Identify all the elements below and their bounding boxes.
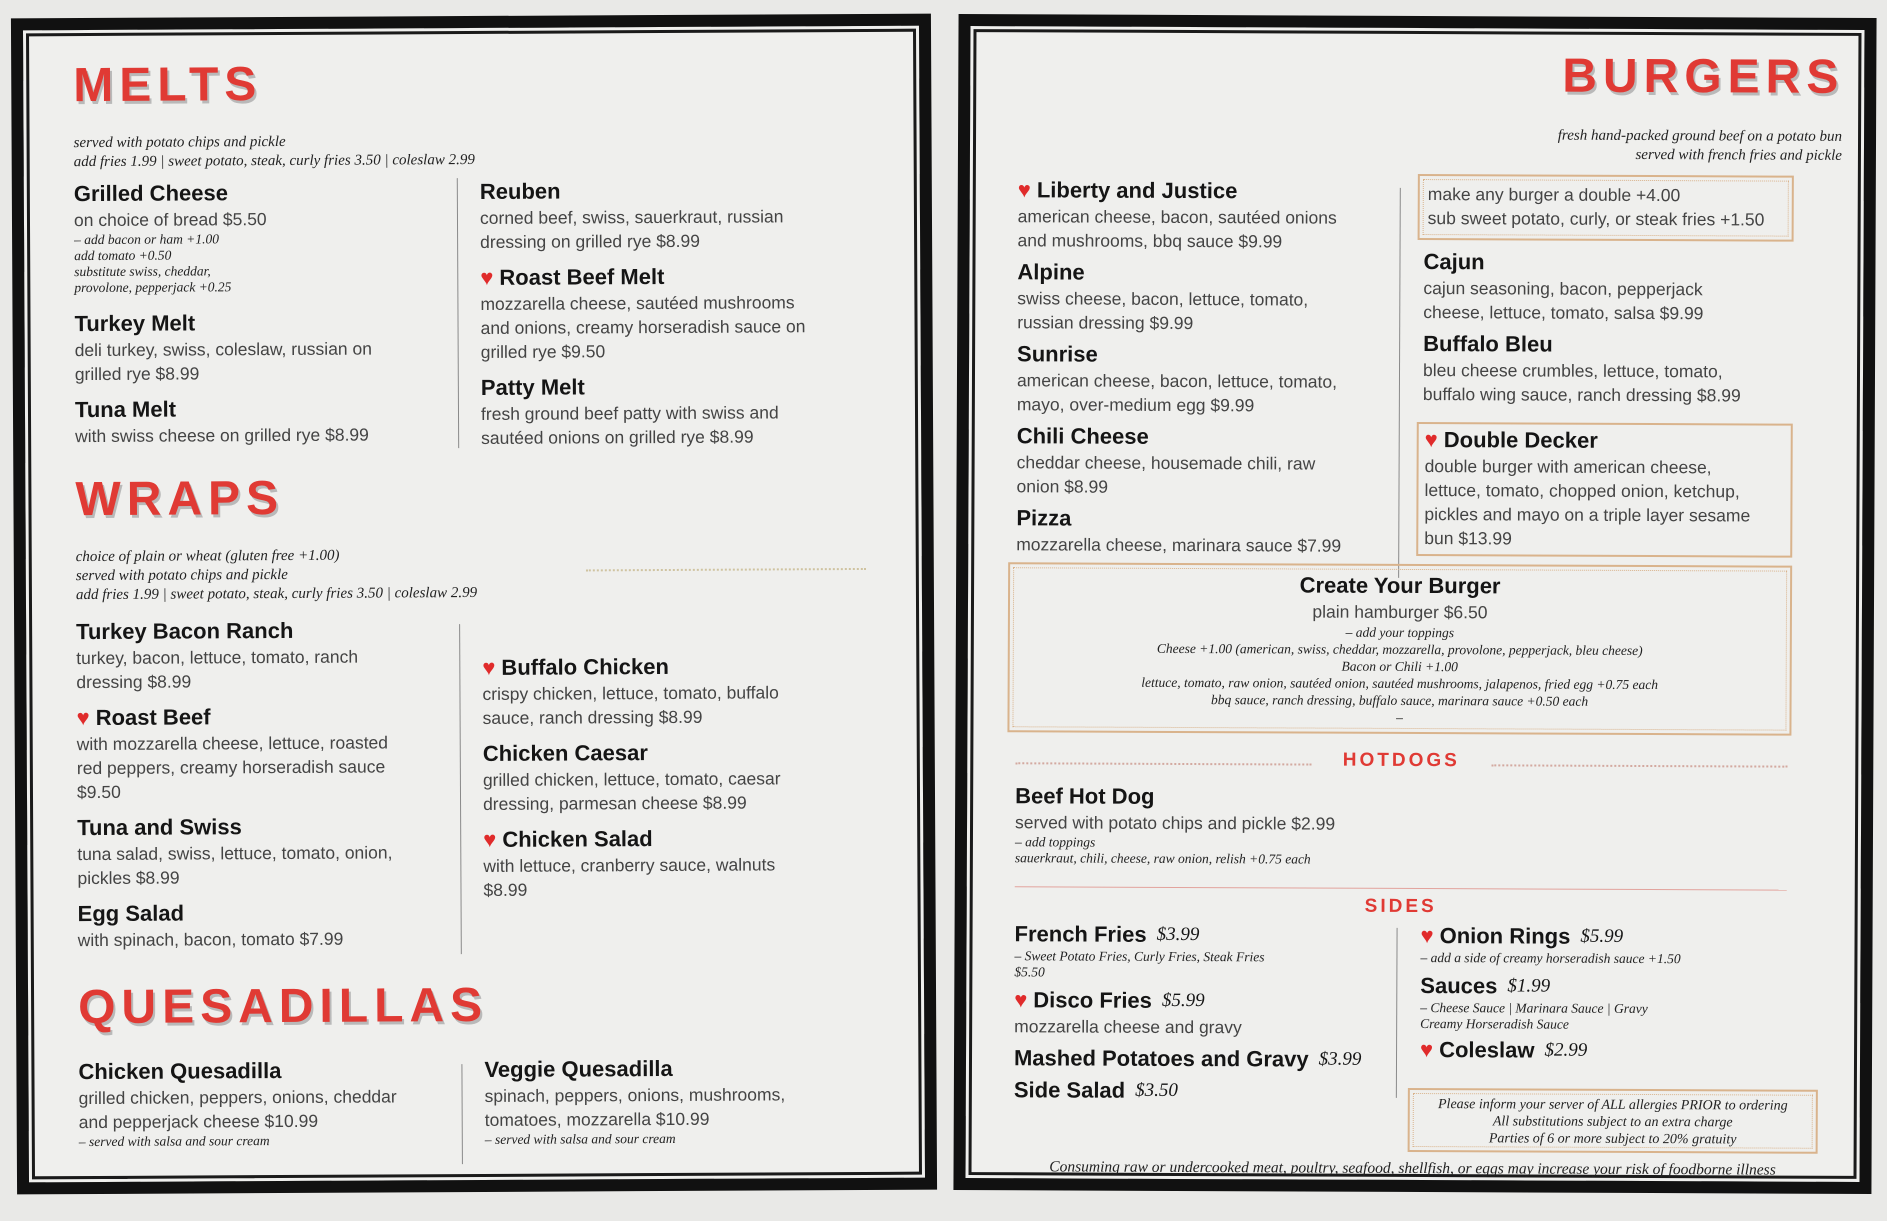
menu-item-buffalo-chicken: ♥ Buffalo Chicken crispy chicken, lettuce, tomato, buffalo sauce, ranch dressing $8.99: [482, 653, 779, 728]
wraps-heading: WRAPS: [75, 471, 285, 527]
topping-line: Bacon or Chili +1.00: [1341, 658, 1458, 675]
menu-item-patty-melt: Patty Melt fresh ground beef patty with swiss and sautéed onions on grilled rye $8.99: [480, 374, 779, 448]
menu-item-sauces: Sauces $1.99 – Cheese Sauce | Marinara Sauce | Gravy Creamy Horseradish Sauce: [1420, 973, 1648, 1032]
column-divider: [459, 624, 462, 954]
menu-item-chicken-quesadilla: Chicken Quesadilla grilled chicken, peppers, onions, cheddar and pepperjack cheese $10.99 – served with salsa and sour cream: [78, 1058, 397, 1150]
topping-line: – add your toppings: [1345, 624, 1455, 641]
topping-line: Cheese +1.00 (american, swiss, cheddar, mozzarella, provolone, pepperjack, bleu cheese): [1156, 640, 1643, 658]
heart-icon: ♥: [1420, 923, 1434, 949]
menu-item-tuna-and-swiss: Tuna and Swiss tuna salad, swiss, lettuce, tomato, onion, pickles $8.99: [77, 814, 393, 889]
menu-item-grilled-cheese: Grilled Cheese on choice of bread $5.50 – add bacon or ham +1.00 add tomato +0.50 substitute swiss, cheddar, provolone, pepperjack +0.25: [73, 180, 267, 296]
menu-item-french-fries: French Fries $3.99 – Sweet Potato Fries, Curly Fries, Steak Fries $5.50: [1014, 921, 1265, 980]
topping-line: –: [1396, 709, 1403, 725]
upgrade-double: make any burger a double +4.00: [1427, 184, 1681, 206]
menu-item-mashed-potatoes: Mashed Potatoes and Gravy $3.99: [1013, 1045, 1362, 1072]
heart-icon: ♥: [483, 826, 497, 852]
heart-icon: ♥: [480, 264, 494, 290]
menu-item-turkey-bacon-ranch: Turkey Bacon Ranch turkey, bacon, lettuce, tomato, ranch dressing $8.99: [76, 617, 359, 693]
menu-item-veggie-quesadilla: Veggie Quesadilla spinach, peppers, onions, mushrooms, tomatoes, mozzarella $10.99 – served with salsa and sour cream: [484, 1055, 786, 1147]
column-divider: [1396, 928, 1398, 1098]
heart-icon: ♥: [1424, 427, 1438, 453]
create-your-burger-title: Create Your Burger: [1299, 572, 1501, 599]
melts-note: served with potato chips and pickle add fries 1.99 | sweet potato, steak, curly fries 3.50 | coleslaw 2.99: [73, 133, 475, 171]
menu-page-right: [953, 14, 1876, 1194]
featured-double-decker-box: [1416, 422, 1793, 558]
column-divider: [457, 178, 459, 448]
sides-heading: SIDES: [1364, 895, 1437, 918]
burgers-note: fresh hand-packed ground beef on a potato bun served with french fries and pickle: [1557, 127, 1843, 164]
create-your-burger-base: plain hamburger $6.50: [1312, 601, 1488, 623]
melts-heading: MELTS: [73, 58, 263, 113]
dotted-divider: [586, 568, 866, 571]
menu-item-side-salad: Side Salad $3.50: [1013, 1077, 1178, 1103]
burger-upgrades-box: [1418, 174, 1794, 242]
menu-item-cajun: Cajun cajun seasoning, bacon, pepperjack cheese, lettuce, tomato, salsa $9.99: [1423, 249, 1704, 324]
menu-item-chicken-salad: ♥ Chicken Salad with lettuce, cranberry sauce, walnuts $8.99: [483, 826, 776, 900]
food-safety-warning: Consuming raw or undercooked meat, poultry, seafood, shellfish, or eggs may increase your risk of foodborne illness: [1049, 1158, 1776, 1179]
menu-item-coleslaw: ♥ Coleslaw $2.99: [1420, 1037, 1588, 1063]
menu-item-beef-hot-dog: Beef Hot Dog served with potato chips and pickle $2.99 – add toppings sauerkraut, chili, cheese, raw onion, relish +0.75 each: [1014, 783, 1336, 867]
topping-line: bbq sauce, ranch dressing, buffalo sauce, marinara sauce +0.50 each: [1210, 692, 1589, 709]
menu-item-egg-salad: Egg Salad with spinach, bacon, tomato $7.99: [77, 900, 344, 951]
menu-item-onion-rings: ♥ Onion Rings $5.99 – add a side of creamy horseradish sauce +1.50: [1420, 923, 1681, 967]
menu-item-alpine: Alpine swiss cheese, bacon, lettuce, tomato, russian dressing $9.99: [1017, 259, 1309, 334]
menu-item-chicken-caesar: Chicken Caesar grilled chicken, lettuce, tomato, caesar dressing, parmesan cheese $8.99: [482, 740, 781, 814]
menu-item-disco-fries: ♥ Disco Fries $5.99 mozzarella cheese and gravy: [1014, 987, 1242, 1038]
menu-item-sunrise: Sunrise american cheese, bacon, lettuce, tomato, mayo, over-medium egg $9.99: [1016, 341, 1338, 416]
menu-item-buffalo-bleu: Buffalo Bleu bleu cheese crumbles, lettuce, tomato, buffalo wing sauce, ranch dressing $8.99: [1422, 331, 1741, 406]
heart-icon: ♥: [1014, 987, 1028, 1013]
menu-item-reuben: Reuben corned beef, swiss, sauerkraut, russian dressing on grilled rye $8.99: [479, 178, 784, 252]
column-divider: [461, 1064, 463, 1164]
column-divider: [1398, 188, 1401, 578]
policy-substitutions: All substitutions subject to an extra charge: [1492, 1114, 1733, 1131]
hotdogs-heading: HOTDOGS: [1342, 749, 1460, 772]
sides-divider: [1015, 886, 1787, 890]
menu-page-left: [11, 14, 937, 1195]
heart-icon: ♥: [1420, 1037, 1434, 1063]
menu-item-roast-beef: ♥ Roast Beef with mozzarella cheese, lettuce, roasted red peppers, creamy horseradish sauce $9.50: [76, 704, 389, 803]
policy-box: [1408, 1088, 1818, 1154]
topping-line: lettuce, tomato, raw onion, sautéed onion, sautéed mushrooms, jalapenos, fried egg +0.75 each: [1141, 674, 1659, 693]
menu-item-pizza: Pizza mozzarella cheese, marinara sauce $7.99: [1016, 505, 1342, 556]
dotted-divider: [1491, 764, 1787, 767]
heart-icon: ♥: [1017, 177, 1031, 203]
menu-item-chili-cheese: Chili Cheese cheddar cheese, housemade chili, raw onion $8.99: [1016, 423, 1316, 497]
menu-item-liberty-and-justice: ♥ Liberty and Justice american cheese, bacon, sautéed onions and mushrooms, bbq sauce $9.99: [1017, 177, 1337, 252]
policy-allergies: Please inform your server of ALL allergies PRIOR to ordering: [1437, 1097, 1788, 1114]
burgers-heading: BURGERS: [1562, 49, 1845, 104]
heart-icon: ♥: [76, 705, 90, 731]
create-your-burger-box: [1007, 562, 1792, 735]
heart-icon: ♥: [482, 654, 496, 680]
menu-item-double-decker: ♥ Double Decker double burger with american cheese, lettuce, tomato, chopped onion, ketchup, pickles and mayo on a triple layer sesame bun $13.99: [1424, 427, 1751, 549]
dotted-divider: [1015, 762, 1311, 765]
policy-gratuity: Parties of 6 or more subject to 20% gratuity: [1488, 1131, 1737, 1148]
quesadillas-heading: QUESADILLAS: [77, 978, 489, 1035]
menu-item-roast-beef-melt: ♥ Roast Beef Melt mozzarella cheese, sautéed mushrooms and onions, creamy horseradish sauce on grilled rye $9.50: [480, 263, 806, 362]
wraps-note: choice of plain or wheat (gluten free +1.00) served with potato chips and pickle add fries 1.99 | sweet potato, steak, curly fries 3.50 | coleslaw 2.99: [75, 547, 478, 604]
menu-item-turkey-melt: Turkey Melt deli turkey, swiss, coleslaw, russian on grilled rye $8.99: [74, 310, 373, 385]
upgrade-fries: sub sweet potato, curly, or steak fries +1.50: [1427, 208, 1765, 230]
menu-item-tuna-melt: Tuna Melt with swiss cheese on grilled rye $8.99: [74, 396, 369, 447]
